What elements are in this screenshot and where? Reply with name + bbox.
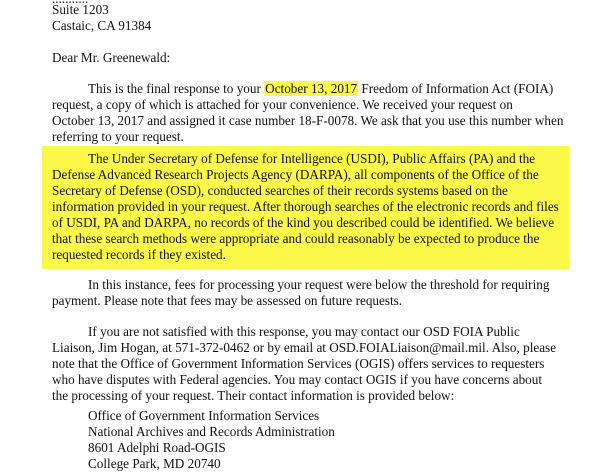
paragraph2-line2: Defense Advanced Research Projects Agency (DARPA), all components of the Office of the (52, 167, 539, 182)
paragraph4-line3: note that the Office of Government Information Services (OGIS) offers services to requesters (52, 356, 545, 371)
paragraph2-line3: Secretary of Defense (OSD), conducted searches of their records systems based on the (52, 183, 508, 198)
paragraph1-line3: October 13, 2017 and assigned it case number 18-F-0078. We ask that you use this number when (52, 113, 564, 128)
paragraph3-line2: payment. Please note that fees may be assessed on future requests. (52, 293, 403, 308)
salutation: Dear Mr. Greenewald: (52, 50, 171, 65)
paragraph4-line2: Liaison, Jim Hogan, at 571-372-0462 or by email at OSD.FOIALiaison@mail.mil. Also, please (52, 340, 557, 355)
ogis-street: 8601 Adelphi Road-OGIS (88, 440, 226, 455)
paragraph4-line1: If you are not satisfied with this response, you may contact our OSD FOIA Public (88, 324, 520, 339)
paragraph2-line5: of USDI, PA and DARPA, no records of the kind you described could be identified. We believe (52, 215, 555, 230)
ogis-name: Office of Government Information Services (88, 408, 320, 423)
address-suite: Suite 1203 (52, 2, 109, 17)
paragraph4-line4: who have disputes with Federal agencies. You may contact OGIS if you have concerns about (52, 372, 543, 387)
paragraph2-line4: information provided in your request. After thorough searches of the electronic records and files (52, 199, 559, 214)
paragraph2-line7: requested records if they existed. (52, 247, 226, 262)
address-city: Castaic, CA 91384 (52, 18, 152, 33)
paragraph2-line6: that these search methods were appropriate and could reasonably be expected to produce the (52, 231, 540, 246)
paragraph3-line1: In this instance, fees for processing your request were below the threshold for requiring (88, 277, 550, 292)
paragraph2-line1: The Under Secretary of Defense for Intelligence (USDI), Public Affairs (PA) and the (88, 151, 536, 166)
ogis-city: College Park, MD 20740 (88, 456, 221, 471)
paragraph4-line5: the processing of your request. Their contact information is provided below: (52, 388, 455, 403)
paragraph1-line1-start: This is the final response to your (88, 81, 265, 96)
paragraph1-line2: request, a copy of which is attached for your convenience. We received your request on (52, 97, 513, 112)
paragraph1-line1-end: Freedom of Information Act (FOIA) (358, 81, 554, 96)
paragraph1-line1 (88, 81, 553, 97)
ogis-agency: National Archives and Records Administration (88, 424, 335, 439)
paragraph1-line4: referring to your request. (52, 129, 184, 144)
highlighted-date: October 13, 2017 (265, 81, 358, 96)
